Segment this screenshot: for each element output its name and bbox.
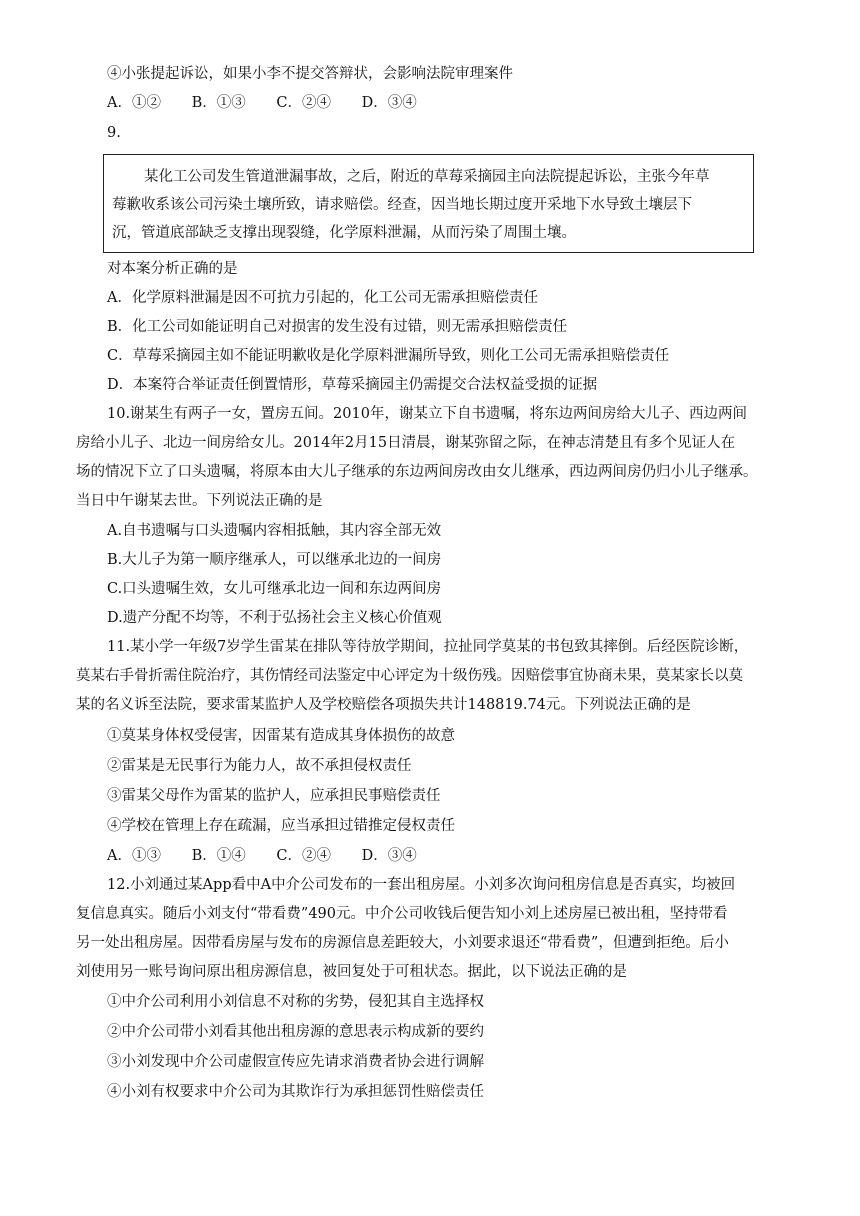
q11-option-d: D．③④: [361, 848, 417, 864]
q10-option-c: C.口头遗嘱生效，女儿可继承北边一间和东边两间房: [107, 581, 442, 597]
q11-option-b: B．①④: [191, 848, 246, 864]
q11-statement-3: ③雷某父母作为雷某的监护人，应承担民事赔偿责任: [107, 788, 441, 804]
q10-stem-line-1: 10.谢某生有两子一女，置房五间。2010年，谢某立下自书遗嘱，将东边两间房给大儿子、西边两间: [107, 406, 747, 422]
q10-stem-line-3: 场的情况下立了口头遗嘱，将原本由大儿子继承的东边两间房改由女儿继承，西边两间房仍归小儿子继承。: [76, 464, 758, 480]
q9-option-c: C．草莓采摘园主如不能证明歉收是化学原料泄漏所导致，则化工公司无需承担赔偿责任: [107, 348, 670, 364]
q11-statement-2: ②雷某是无民事行为能力人，故不承担侵权责任: [107, 758, 412, 774]
q12-statement-3: ③小刘发现中介公司虚假宣传应先请求消费者协会进行调解: [107, 1054, 484, 1070]
q10-option-a: A.自书遗嘱与口头遗嘱内容相抵触，其内容全部无效: [107, 523, 442, 539]
q9-stem: 对本案分析正确的是: [107, 261, 238, 277]
q10-stem-line-2: 房给小儿子、北边一间房给女儿。2014年2月15日清晨，谢某弥留之际，在神志清楚且有多个见证人在: [76, 435, 736, 451]
q8-option-b: B．①③: [191, 95, 246, 111]
q12-statement-4: ④小刘有权要求中介公司为其欺诈行为承担惩罚性赔偿责任: [107, 1084, 484, 1100]
q8-options: [107, 93, 443, 113]
q9-material-box: [103, 154, 754, 253]
q11-option-a: A．①③: [107, 848, 161, 864]
q12-stem-line-1: 12.小刘通过某App看中A中介公司发布的一套出租房屋。小刘多次询问租房信息是否真实，均被回: [107, 877, 736, 893]
q11-statement-1: ①莫某身体权受侵害，因雷某有造成其身体损伤的故意: [107, 728, 455, 744]
q11-stem-line-1: 11.某小学一年级7岁学生雷某在排队等待放学期间，拉扯同学莫某的书包致其摔倒。后经医院诊断，: [107, 639, 749, 655]
q9-material-line-2: 莓歉收系该公司污染土壤所致，请求赔偿。经查，因当地长期过度开采地下水导致土壤层下: [112, 197, 692, 213]
q9-option-a: A．化学原料泄漏是因不可抗力引起的，化工公司无需承担赔偿责任: [107, 290, 538, 306]
q8-option-c: C．②④: [276, 95, 331, 111]
q9-option-b: B．化工公司如能证明自己对损害的发生没有过错，则无需承担赔偿责任: [107, 319, 568, 335]
q8-option-d: D．③④: [361, 95, 417, 111]
q10-stem-line-4: 当日中午谢某去世。下列说法正确的是: [76, 493, 323, 509]
q11-option-c: C．②④: [276, 848, 331, 864]
q8-statement-4: ④小张提起诉讼，如果小李不提交答辩状，会影响法院审理案件: [107, 66, 513, 82]
q10-option-b: B.大儿子为第一顺序继承人，可以继承北边的一间房: [107, 552, 442, 568]
q12-stem-line-2: 复信息真实。随后小刘支付“带看费”490元。中介公司收钱后便告知小刘上述房屋已被出租，坚持带看: [76, 906, 728, 922]
q9-material-line-3: 沉，管道底部缺乏支撑出现裂缝，化学原料泄漏，从而污染了周围土壤。: [112, 225, 576, 241]
q9-material-line-1: 某化工公司发生管道泄漏事故，之后，附近的草莓采摘园主向法院提起诉讼，主张今年草: [144, 169, 710, 185]
q10-option-d: D.遗产分配不均等，不利于弘扬社会主义核心价值观: [107, 610, 442, 626]
q11-statement-4: ④学校在管理上存在疏漏，应当承担过错推定侵权责任: [107, 818, 455, 834]
q12-statement-1: ①中介公司利用小刘信息不对称的劣势，侵犯其自主选择权: [107, 994, 484, 1010]
q9-option-d: D．本案符合举证责任倒置情形，草莓采摘园主仍需提交合法权益受损的证据: [107, 377, 598, 393]
q12-stem-line-4: 刘使用另一账号询问原出租房源信息，被回复处于可租状态。据此，以下说法正确的是: [76, 964, 627, 980]
q12-stem-line-3: 另一处出租房屋。因带看房屋与发布的房源信息差距较大，小刘要求退还“带看费”，但遭到拒绝。后小: [76, 935, 729, 951]
q9-number: 9.: [107, 125, 121, 141]
q11-options: [107, 846, 443, 866]
q8-option-a: A．①②: [107, 95, 161, 111]
q11-stem-line-3: 某的名义诉至法院，要求雷某监护人及学校赔偿各项损失共计148819.74元。下列说法正确的是: [76, 697, 691, 713]
q12-statement-2: ②中介公司带小刘看其他出租房源的意思表示构成新的要约: [107, 1024, 484, 1040]
q11-stem-line-2: 莫某右手骨折需住院治疗，其伤情经司法鉴定中心评定为十级伤残。因赔偿事宜协商未果，莫某家长以莫: [76, 668, 743, 684]
